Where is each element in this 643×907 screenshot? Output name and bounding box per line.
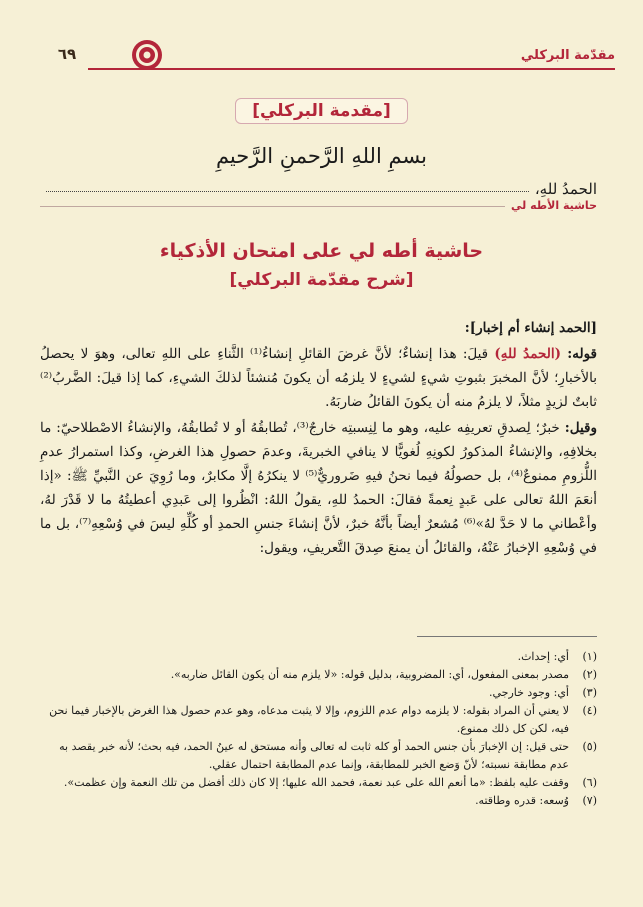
paragraph bbox=[40, 342, 597, 414]
footnote-rule bbox=[417, 636, 597, 637]
box-title-wrap bbox=[0, 98, 643, 124]
matn-text: الحمدُ للهِ، bbox=[534, 180, 597, 198]
footnote-number: (٥) bbox=[582, 740, 597, 753]
footnote-text: وقفت عليه بلفظ: «ما أنعم الله على عبد نعمة، فحمد الله عليها؛ إلا كان ذلك أفضل من تلك النعمة وإن عظمت». bbox=[63, 776, 569, 789]
commentary-title: حاشية أطه لي على امتحان الأذكياء bbox=[159, 240, 484, 262]
paragraph-text: قيلَ: هذا إنشاءٌ؛ لأنَّ غرضَ القائلِ إنشاءُ⁽¹⁾ الثَّناءِ على اللهِ تعالى، وهوَ لا يحصلُ بالأخبارِ؛ لأنَّ المخبرَ بثبوتِ شيءٍ لشيءٍ لا يلزمُه أن يكونَ مُنشئاً لذلكَ الشيءِ، كما إذا قيلَ: الضَّربُ⁽²⁾ ثابتٌ لزيدٍ مثلاً، لا يلزمُ منه أن يكونَ القائلُ ضاربَهُ. bbox=[40, 346, 597, 410]
footnote bbox=[40, 792, 597, 810]
footnote-text: مصدر بمعنى المفعول، أي: المضروبية، بدليل قوله: «لا يلزم منه أن يكون القائل ضاربه». bbox=[170, 668, 569, 681]
basmala: بسمِ اللهِ الرَّحمنِ الرَّحيمِ bbox=[215, 144, 428, 168]
footnote-number: (٣) bbox=[582, 686, 597, 699]
footnote bbox=[40, 738, 597, 774]
footnotes bbox=[40, 648, 597, 810]
dotted-leader bbox=[46, 180, 529, 192]
quoted-text: (الحمدُ للهِ) bbox=[494, 346, 562, 362]
paragraph-lead: قوله: bbox=[567, 346, 597, 362]
footnote-number: (٤) bbox=[582, 704, 597, 717]
hashiya-label: حاشية الأطه لي bbox=[505, 199, 597, 212]
section-heading: [الحمد إنشاء أم إخبار]: bbox=[464, 320, 597, 336]
running-title: مقدّمة البركلي bbox=[520, 48, 615, 63]
footnote-text: حتى قيل: إن الإخبارَ بأن جنس الحمد أو كله ثابت له تعالى وأنه مستحق له عينُ الحمد، فيه بحث؛ لأنه خبر يقصد به عدم مطابقة نسبته؛ لأنّ وَضع الخبر للمطابقة، وإنما عدم المطابقة احتمال عقلي. bbox=[59, 740, 569, 771]
footnote-number: (٧) bbox=[582, 794, 597, 807]
header-rule bbox=[88, 68, 615, 70]
commentary-subtitle: [شرح مقدّمة البركلي] bbox=[229, 270, 414, 290]
body-text bbox=[40, 316, 597, 560]
footnote bbox=[40, 648, 597, 666]
footnote-number: (٦) bbox=[582, 776, 597, 789]
paragraph-text: خبرٌ؛ لِصدقِ تعريفِه عليه، وهو ما لِنِسبتِه خارجٌ⁽³⁾، تُطابقُهُ أو لا تُطابقُهُ، والإنشاءُ الاصْطلاحيّ: ما بخلافِهِ، والإنشاءُ المذكورُ لكونِهِ لُغويًّا لا ينافي الخبريةَ، وعدمَ حصولِ هذا الغرضِ، وكذا استمرارُ عدمِ اللُّزومِ ممنوعٌ⁽⁴⁾، بل حصولُهُ فيما نحنُ فيهِ ضَروريٌّ⁽⁵⁾ لا ينكرُهُ إلَّا مكابرٌ، وما رُوِيَ عن النَّبيِّ ﷺ: «إذا أنعَمَ اللهُ تعالى على عَبدٍ نِعمةً فقالَ: الحمدُ للهِ، يقولُ اللهُ: انْظُروا إلى عَبدِي أعطيتُهُ ما لا قَدْرَ لهُ، وأعْطاني ما لا حَدَّ لهُ»⁽⁶⁾ مُشعرٌ أيضاً بأنَّهُ خبرٌ، لأنَّ إنشاءَ جنسِ الحمدِ أو كُلِّهِ ليسَ في وُسْعِهِ⁽⁷⁾، بل ما في وُسْعِهِ الإخبارُ عَنْهُ، والقائلُ أن يمنعَ صِدقَ التَّعريفِ، ويقول: bbox=[40, 420, 597, 556]
footnote bbox=[40, 684, 597, 702]
paragraph-lead: وقيل: bbox=[564, 420, 597, 436]
footnote-number: (٢) bbox=[582, 668, 597, 681]
matn-line bbox=[40, 180, 597, 198]
footnote bbox=[40, 666, 597, 684]
footnote-text: وُسعه: قدره وطاقته. bbox=[475, 794, 569, 807]
footnote bbox=[40, 702, 597, 738]
running-header bbox=[88, 48, 615, 66]
footnote-text: أي: وجود خارجي. bbox=[489, 686, 569, 699]
page-number: ٦٩ bbox=[57, 45, 77, 63]
footnote-text: لا يعني أن المراد بقوله: لا يلزمه دوام عدم اللزوم، وإلا لا يثبت مدعاه، وهو عدم حصول هذا الغرض بالإخبار فيما نحن فيه، لكن كل ذلك ممنوع. bbox=[49, 704, 569, 735]
paragraph bbox=[40, 416, 597, 560]
footnote-number: (١) bbox=[582, 650, 597, 663]
footnote bbox=[40, 774, 597, 792]
section-box-title: [مقدمة البركلي] bbox=[235, 98, 408, 124]
footnote-text: أي: إحداث. bbox=[517, 650, 569, 663]
rosette-ornament-icon bbox=[130, 38, 164, 72]
